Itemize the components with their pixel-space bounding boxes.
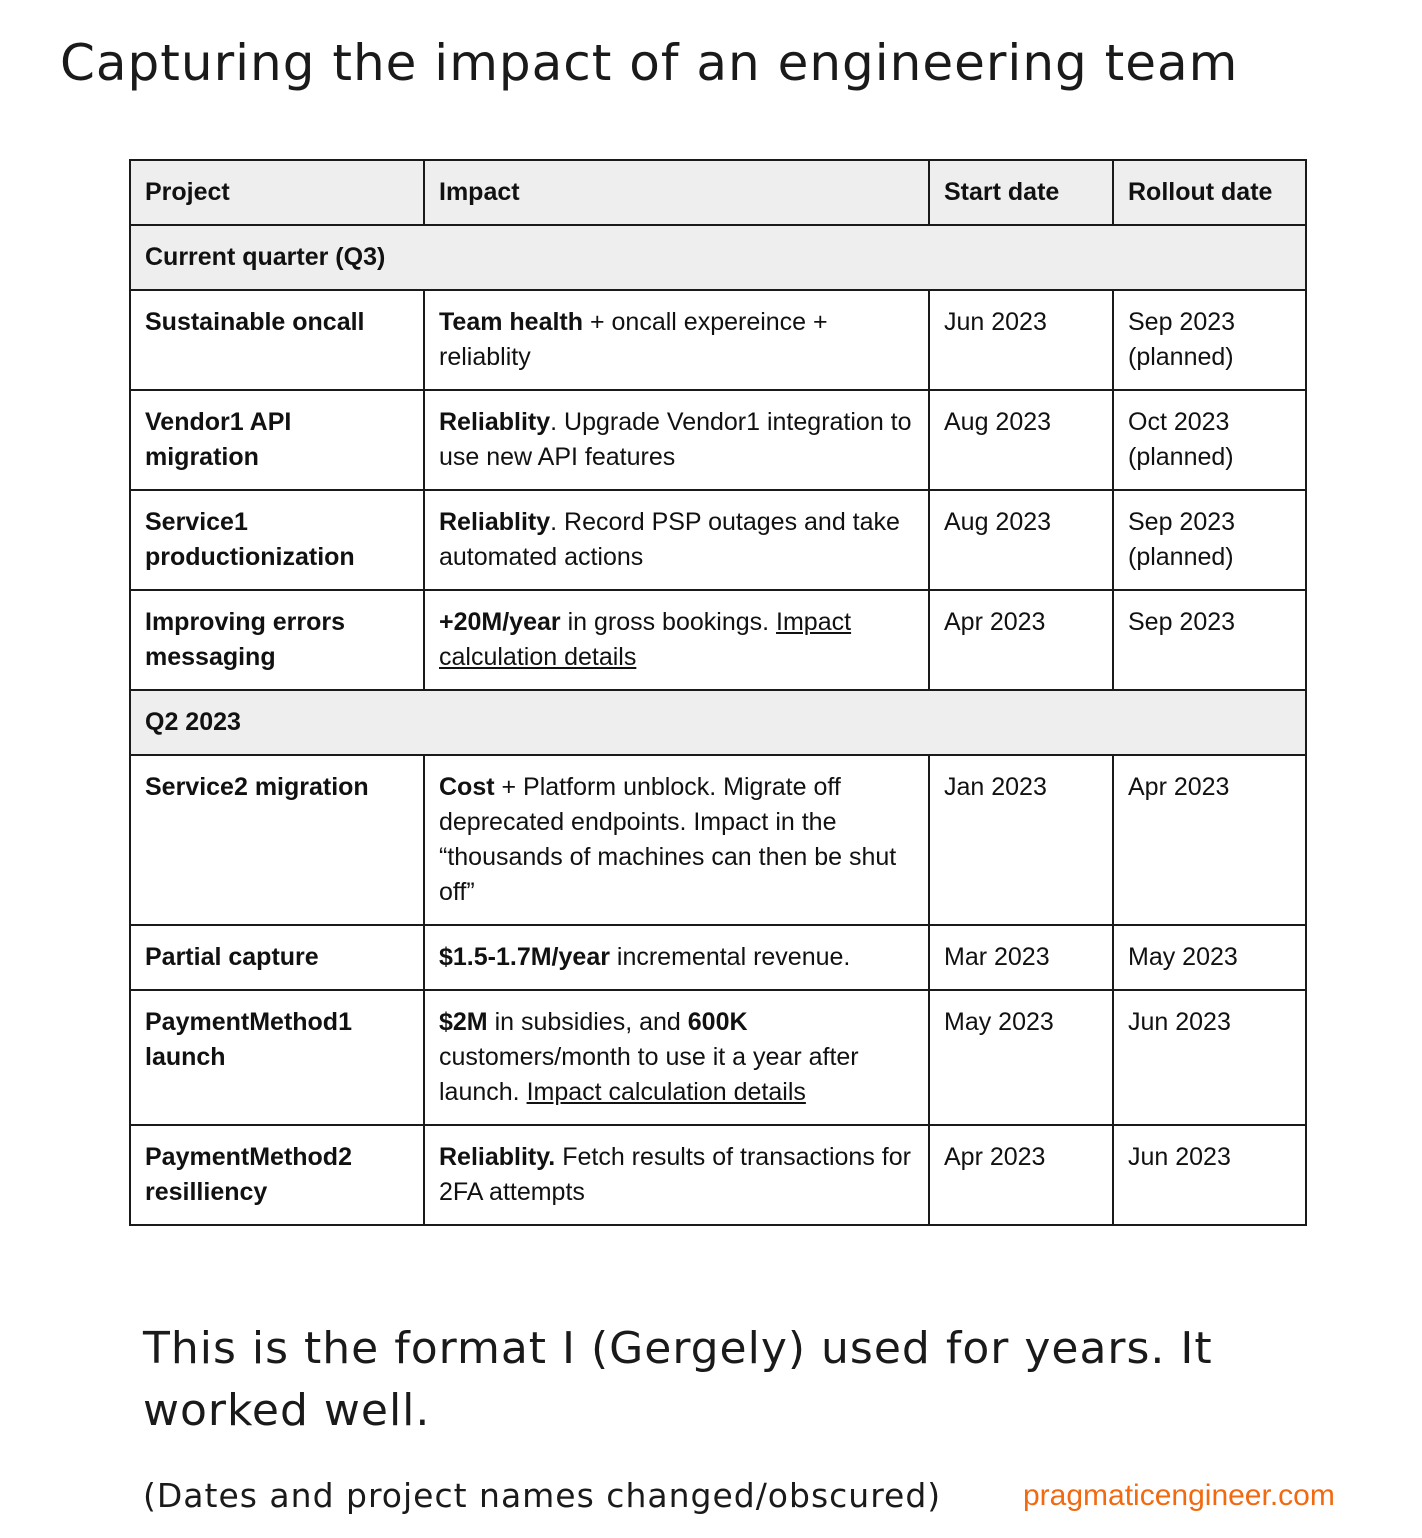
impact-text-secondary: customers/month to use it a year after launch. [439,1043,859,1106]
impact-cell [424,490,929,590]
table-row [130,990,1306,1125]
rollout-date-cell: Jun 2023 [1113,990,1306,1125]
rollout-date-cell: Oct 2023 (planned) [1113,390,1306,490]
impact-highlight: $1.5-1.7M/year [439,943,610,971]
start-date-cell: Mar 2023 [929,925,1113,990]
start-date-cell: Jan 2023 [929,755,1113,925]
impact-cell [424,290,929,390]
page-title: Capturing the impact of an engineering team [60,34,1239,92]
impact-cell [424,755,929,925]
impact-calculation-link[interactable]: Impact calculation details [526,1078,806,1106]
table-row [130,925,1306,990]
project-cell: Partial capture [130,925,424,990]
author-note: This is the format I (Gergely) used for years. It worked well. [143,1323,1213,1436]
impact-highlight: Reliablity [439,408,551,436]
project-cell: PaymentMethod2 resilliency [130,1125,424,1225]
project-cell: Vendor1 API migration [130,390,424,490]
table-row [130,1125,1306,1225]
impact-highlight: $2M [439,1008,488,1036]
impact-text: . Upgrade Vendor1 integration to use new API features [439,408,912,471]
project-cell: Improving errors messaging [130,590,424,690]
rollout-date-cell: Sep 2023 (planned) [1113,490,1306,590]
impact-text: incremental revenue. [609,943,851,971]
table-row [130,390,1306,490]
section-label: Current quarter (Q3) [130,225,1306,290]
rollout-date-cell: Jun 2023 [1113,1125,1306,1225]
impact-cell [424,925,929,990]
rollout-date-cell: May 2023 [1113,925,1306,990]
start-date-cell: Apr 2023 [929,1125,1113,1225]
rollout-date-cell: Sep 2023 [1113,590,1306,690]
impact-cell [424,1125,929,1225]
impact-text: in subsidies, and [487,1008,688,1036]
project-cell: Service1 productionization [130,490,424,590]
impact-table [129,159,1307,1226]
start-date-cell: Aug 2023 [929,490,1113,590]
column-header-rollout-date: Rollout date [1113,160,1306,225]
start-date-cell: Jun 2023 [929,290,1113,390]
section-label: Q2 2023 [130,690,1306,755]
column-header-start-date: Start date [929,160,1113,225]
project-cell: PaymentMethod1 launch [130,990,424,1125]
impact-text: + Platform unblock. Migrate off deprecated endpoints. Impact in the “thousands of machines can then be shut off” [439,773,897,906]
project-cell: Sustainable oncall [130,290,424,390]
rollout-date-cell: Apr 2023 [1113,755,1306,925]
table-row [130,290,1306,390]
column-header-project: Project [130,160,424,225]
disclaimer-note: (Dates and project names changed/obscured) [143,1476,942,1515]
impact-cell [424,990,929,1125]
impact-cell [424,390,929,490]
project-cell: Service2 migration [130,755,424,925]
brand-watermark: pragmaticengineer.com [1023,1479,1335,1512]
table-row [130,590,1306,690]
impact-text: in gross bookings. [560,608,777,636]
impact-highlight: Reliablity [439,508,551,536]
impact-text: + oncall expereince + reliablity [439,308,828,371]
column-header-impact: Impact [424,160,929,225]
impact-highlight: Cost [439,773,495,801]
impact-highlight: +20M/year [439,608,561,636]
start-date-cell: Aug 2023 [929,390,1113,490]
impact-highlight: Team health [439,308,584,336]
impact-text: Fetch results of transactions for 2FA attempts [439,1143,911,1206]
impact-cell [424,590,929,690]
rollout-date-cell: Sep 2023 (planned) [1113,290,1306,390]
table-row [130,755,1306,925]
impact-text: . Record PSP outages and take automated actions [439,508,900,571]
start-date-cell: Apr 2023 [929,590,1113,690]
impact-calculation-link[interactable]: Impact calculation details [439,608,852,671]
section-row-q2-2023 [130,690,1306,755]
start-date-cell: May 2023 [929,990,1113,1125]
impact-highlight-secondary: 600K [687,1008,748,1036]
table-row [130,490,1306,590]
table-header-row [130,160,1306,225]
section-row-current-quarter [130,225,1306,290]
impact-highlight: Reliablity. [439,1143,556,1171]
